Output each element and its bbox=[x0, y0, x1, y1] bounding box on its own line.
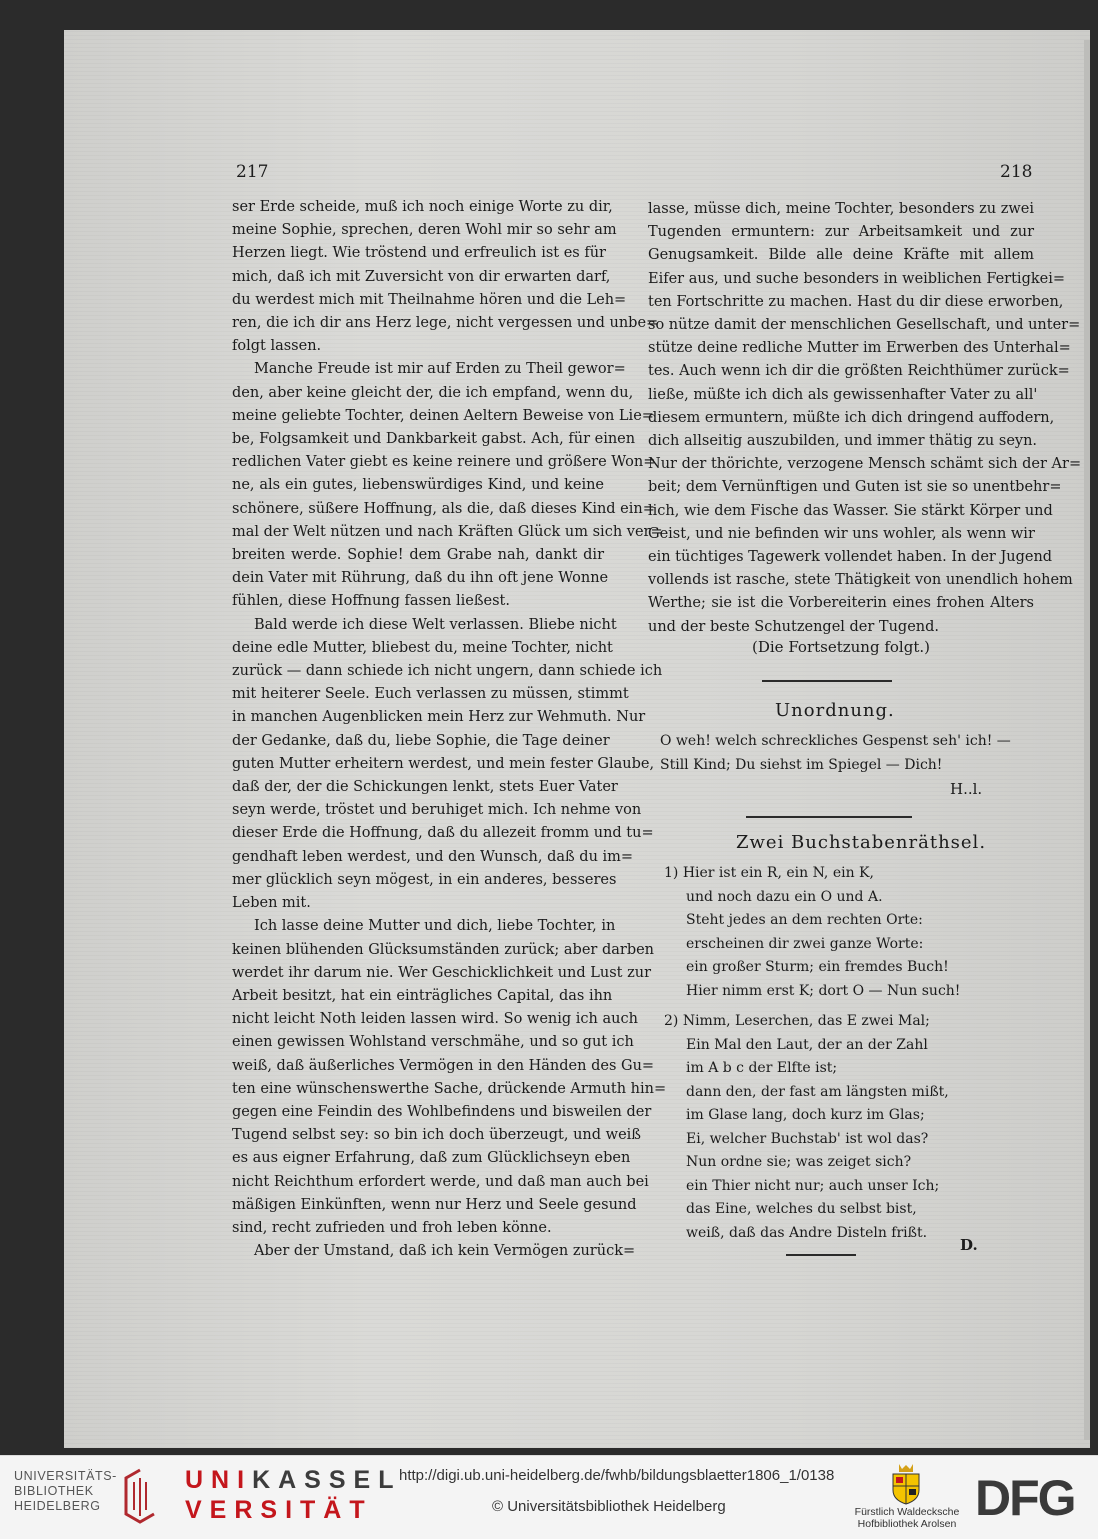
text-line: folgt lassen. bbox=[232, 338, 322, 355]
text-line: mäßigen Einkünften, wenn nur Herz und Seele gesund bbox=[232, 1196, 637, 1213]
text-line: redlichen Vater giebt es keine reinere und größere Won= bbox=[232, 454, 656, 471]
text-line: Tugenden ermuntern: zur Arbeitsamkeit und zur bbox=[648, 224, 1034, 241]
footer-bar bbox=[0, 1455, 1098, 1539]
text-line: Arbeit besitzt, hat ein einträgliches Capital, das ihn bbox=[232, 987, 613, 1004]
text-line: du werdest mich mit Theilnahme hören und die Leh= bbox=[232, 291, 627, 308]
text-line: weiß, daß äußerliches Vermögen in den Händen des Gu= bbox=[232, 1057, 655, 1074]
permalink-url[interactable]: http://digi.ub.uni-heidelberg.de/fwhb/bildungsblaetter1806_1/0138 bbox=[399, 1467, 835, 1484]
riddle-line: im Glase lang, doch kurz im Glas; bbox=[686, 1107, 925, 1123]
riddle-line: ein Thier nicht nur; auch unser Ich; bbox=[686, 1177, 940, 1194]
text-line: Manche Freude ist mir auf Erden zu Theil gewor= bbox=[254, 361, 626, 378]
text-line: daß der, der die Schickungen lenkt, stets Euer Vater bbox=[232, 779, 618, 796]
section-title-unordnung: Unordnung. bbox=[775, 700, 895, 721]
text-line: Ich lasse deine Mutter und dich, liebe Tochter, in bbox=[254, 918, 616, 935]
riddle-line: im A b c der Elfte ist; bbox=[686, 1060, 838, 1076]
text-line: stütze deine redliche Mutter im Erwerben des Unterhal= bbox=[648, 340, 1071, 357]
text-line: meine geliebte Tochter, deinen Aeltern Beweise von Lie= bbox=[232, 407, 654, 424]
text-line: ein tüchtiges Tagewerk vollendet haben. In der Jugend bbox=[648, 549, 1053, 566]
poem-line: Still Kind; Du siehst im Spiegel — Dich! bbox=[660, 756, 943, 773]
text-line: so nütze damit der menschlichen Gesellschaft, und unter= bbox=[648, 317, 1081, 334]
uni-kassel-logo[interactable]: UNIKASSEL VERSITÄT bbox=[185, 1466, 402, 1524]
text-line: ten Fortschritte zu machen. Hast du dir diese erworben, bbox=[648, 293, 1064, 310]
text-line: mich, daß ich mit Zuversicht von dir erwarten darf, bbox=[232, 268, 611, 285]
text-line: fühlen, diese Hoffnung fassen ließest. bbox=[232, 593, 510, 610]
divider bbox=[786, 1254, 856, 1256]
text-line: zurück — dann schiede ich nicht ungern, dann schiede ich bbox=[232, 663, 663, 680]
text-line: vollends ist rasche, stete Thätigkeit von unendlich hohem bbox=[648, 572, 1073, 589]
text-line: mal der Welt nützen und nach Kräften Glück um sich ver= bbox=[232, 523, 663, 540]
riddle-line: Nun ordne sie; was zeiget sich? bbox=[686, 1154, 912, 1170]
riddle-line: ein großer Sturm; ein fremdes Buch! bbox=[686, 959, 949, 975]
text-line: mer glücklich seyn mögest, in ein anderes, besseres bbox=[232, 871, 617, 888]
riddle-line: Hier nimm erst K; dort O — Nun such! bbox=[686, 982, 961, 999]
text-line: meine Sophie, sprechen, deren Wohl mir so sehr am bbox=[232, 222, 617, 239]
riddle-1 bbox=[664, 862, 960, 1003]
text-line: sind, recht zufrieden und froh leben könne. bbox=[232, 1219, 552, 1236]
riddle-line: 1) Hier ist ein R, ein N, ein K, bbox=[664, 865, 874, 881]
text-line: Aber der Umstand, daß ich kein Vermögen zurück= bbox=[254, 1243, 636, 1260]
text-line: ren, die ich dir ans Herz lege, nicht vergessen und unbe= bbox=[232, 315, 659, 332]
text-line: ser Erde scheide, muß ich noch einige Worte zu dir, bbox=[232, 199, 613, 215]
text-line: Bald werde ich diese Welt verlassen. Bliebe nicht bbox=[254, 616, 617, 633]
text-line: beit; dem Vernünftigen und Guten ist sie so unentbehr= bbox=[648, 479, 1062, 496]
divider bbox=[746, 816, 912, 818]
text-line: den, aber keine gleicht der, die ich empfand, wenn du, bbox=[232, 384, 634, 401]
text-line: be, Folgsamkeit und Dankbarkeit gabst. Ach, für einen bbox=[232, 431, 636, 448]
page-number-right: 218 bbox=[1000, 162, 1033, 182]
arolsen-crest-icon[interactable] bbox=[888, 1462, 924, 1506]
text-line: ne, als ein gutes, liebenswürdiges Kind, und keine bbox=[232, 477, 604, 494]
left-page-text bbox=[232, 196, 667, 1263]
riddle-line: Ein Mal den Laut, der an der Zahl bbox=[686, 1036, 928, 1053]
riddle-line: Steht jedes an dem rechten Orte: bbox=[686, 912, 923, 928]
page-number-left: 217 bbox=[236, 162, 269, 182]
uni-heidelberg-text[interactable]: UNIVERSITÄTS- BIBLIOTHEK HEIDELBERG bbox=[14, 1469, 117, 1513]
text-line: gegen eine Feindin des Wohlbefindens und bisweilen der bbox=[232, 1103, 652, 1120]
text-line: dich allseitig auszubilden, und immer thätig zu seyn. bbox=[648, 433, 1038, 450]
text-line: dein Vater mit Rührung, daß du ihn oft jene Wonne bbox=[232, 570, 609, 587]
text-line: in manchen Augenblicken mein Herz zur Wehmuth. Nur bbox=[232, 709, 646, 726]
text-line: Eifer aus, und suche besonders in weiblichen Fertigkei= bbox=[648, 270, 1066, 287]
text-line: lich, wie dem Fische das Wasser. Sie stärkt Körper und bbox=[648, 502, 1053, 519]
text-line: einen gewissen Wohlstand verschmähe, und so gut ich bbox=[232, 1034, 634, 1051]
text-line: Herzen liegt. Wie tröstend und erfreulich ist es für bbox=[232, 245, 606, 262]
text-line: keinen blühenden Glücksumständen zurück; aber darben bbox=[232, 941, 655, 958]
riddle-line: dann den, der fast am längsten mißt, bbox=[686, 1083, 949, 1100]
text-line: diesem ermuntern, müßte ich dich dringend auffodern, bbox=[648, 409, 1055, 426]
poem-line: O weh! welch schreckliches Gespenst seh' ich! — bbox=[660, 733, 1011, 749]
text-line: nicht Reichthum erfordert werde, und daß man auch bei bbox=[232, 1173, 649, 1190]
text-line: Geist, und nie befinden wir uns wohler, als wenn wir bbox=[648, 525, 1035, 542]
divider bbox=[762, 680, 892, 682]
text-line: lasse, müsse dich, meine Tochter, besonders zu zwei bbox=[648, 201, 1034, 217]
text-line: Genugsamkeit. Bilde alle deine Kräfte mit allem bbox=[648, 247, 1034, 264]
riddle-line: Ei, welcher Buchstab' ist wol das? bbox=[686, 1130, 929, 1147]
text-line: deine edle Mutter, bliebest du, meine Tochter, nicht bbox=[232, 639, 613, 656]
signature-h: H..l. bbox=[950, 780, 983, 798]
text-line: nicht leicht Noth leiden lassen wird. So wenig ich auch bbox=[232, 1011, 638, 1028]
text-line: ließe, müßte ich dich als gewissenhafter Vater zu all' bbox=[648, 386, 1038, 403]
uni-heidelberg-logo-icon[interactable] bbox=[120, 1466, 160, 1526]
riddle-line: und noch dazu ein O und A. bbox=[686, 888, 883, 905]
text-line: tes. Auch wenn ich dir die größten Reichthümer zurück= bbox=[648, 363, 1070, 380]
continuation-note: (Die Fortsetzung folgt.) bbox=[752, 638, 930, 656]
riddle-line: erscheinen dir zwei ganze Worte: bbox=[686, 935, 924, 952]
page-edge bbox=[1084, 40, 1090, 1440]
riddle-2 bbox=[664, 1010, 949, 1245]
copyright-text: © Universitätsbibliothek Heidelberg bbox=[492, 1498, 726, 1515]
dfg-logo[interactable]: DFG bbox=[975, 1470, 1075, 1526]
text-line: Werthe; sie ist die Vorbereiterin eines frohen Alters bbox=[648, 595, 1034, 612]
text-line: Leben mit. bbox=[232, 895, 311, 912]
text-line: Nur der thörichte, verzogene Mensch schämt sich der Ar= bbox=[648, 456, 1082, 473]
text-line: mit heiterer Seele. Euch verlassen zu müssen, stimmt bbox=[232, 686, 629, 703]
riddle-line: das Eine, welches du selbst bist, bbox=[686, 1201, 917, 1217]
text-line: ten eine wünschenswerthe Sache, drückende Armuth hin= bbox=[232, 1080, 667, 1097]
text-line: seyn werde, tröstet und beruhiget mich. Ich nehme von bbox=[232, 802, 642, 819]
riddle-line: weiß, daß das Andre Disteln frißt. bbox=[686, 1224, 928, 1241]
section-title-raethsel: Zwei Buchstabenräthsel. bbox=[736, 832, 987, 853]
poem-unordnung bbox=[660, 730, 1011, 777]
text-line: werdet ihr darum nie. Wer Geschicklichkeit und Lust zur bbox=[232, 964, 652, 981]
right-page-text bbox=[648, 198, 1082, 639]
text-line: schönere, süßere Hoffnung, als die, daß dieses Kind ein= bbox=[232, 500, 655, 517]
text-line: der Gedanke, daß du, liebe Sophie, die Tage deiner bbox=[232, 732, 610, 749]
text-line: dieser Erde die Hoffnung, daß du allezeit fromm und tu= bbox=[232, 825, 654, 842]
text-line: Tugend selbst sey: so bin ich doch überzeugt, und weiß bbox=[232, 1127, 641, 1144]
text-line: guten Mutter erheitern werdest, und mein fester Glaube, bbox=[232, 755, 655, 772]
text-line: es aus eigner Erfahrung, daß zum Glücklichseyn eben bbox=[232, 1150, 631, 1167]
arolsen-text: Fürstlich Waldecksche Hofbibliothek Arolsen bbox=[854, 1506, 960, 1530]
text-line: breiten werde. Sophie! dem Grabe nah, dankt dir bbox=[232, 547, 604, 564]
text-line: gendhaft leben werdest, und den Wunsch, daß du im= bbox=[232, 848, 634, 865]
riddle-line: 2) Nimm, Leserchen, das E zwei Mal; bbox=[664, 1013, 930, 1029]
signature-d: D. bbox=[960, 1236, 978, 1254]
text-line: und der beste Schutzengel der Tugend. bbox=[648, 618, 940, 635]
